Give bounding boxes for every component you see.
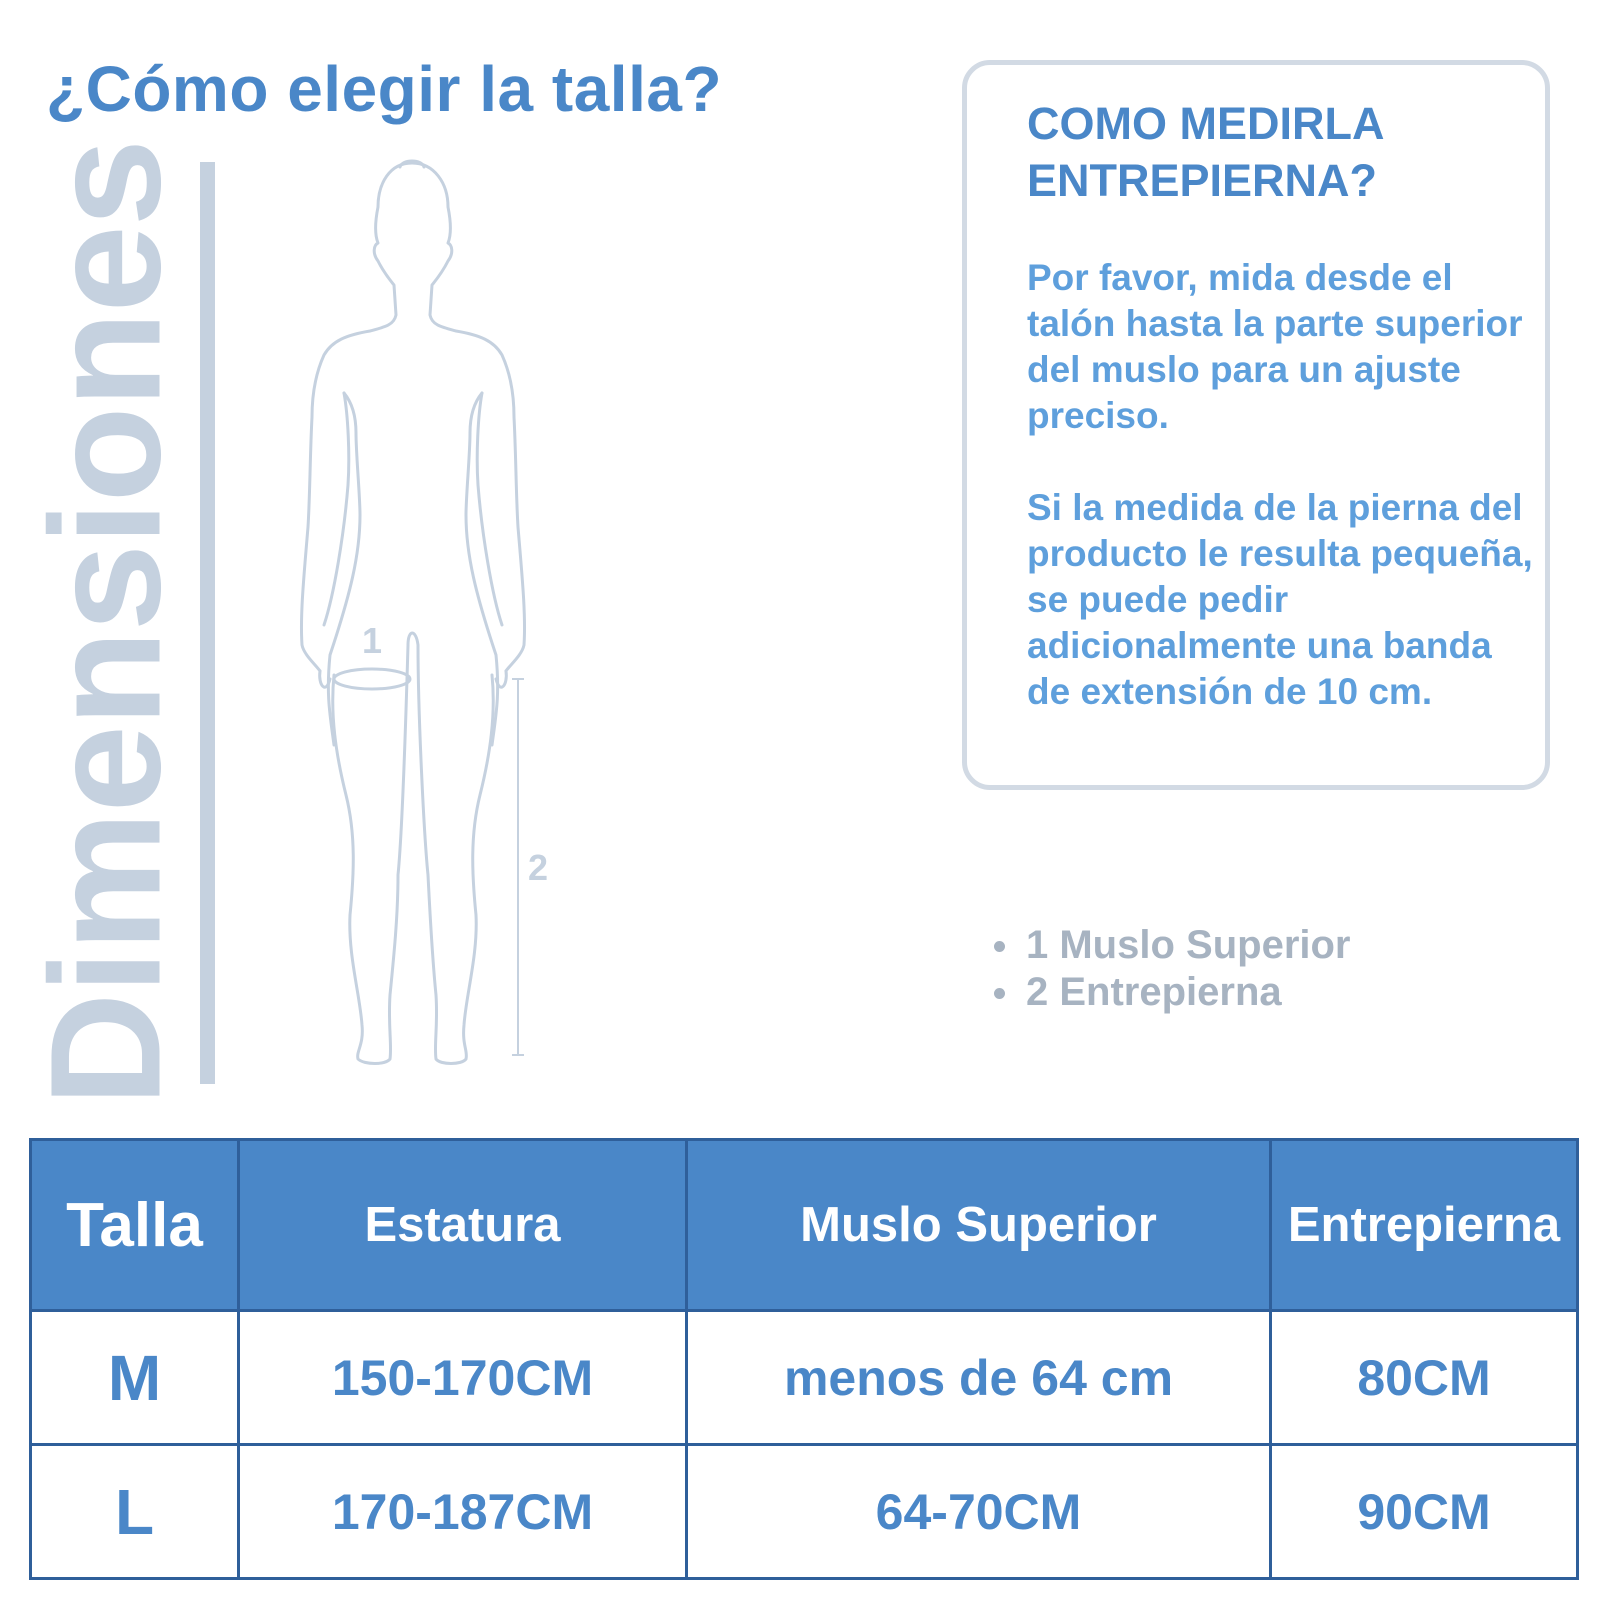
marker-2-label: 2	[528, 847, 549, 888]
page-title: ¿Cómo elegir la talla?	[46, 53, 723, 125]
cell-muslo-superior: menos de 64 cm	[687, 1311, 1271, 1445]
bullet-icon	[994, 988, 1005, 999]
header-talla: Talla	[31, 1140, 239, 1311]
vertical-divider-bar	[200, 162, 215, 1084]
info-paragraph-1: Por favor, mida desde el talón hasta la parte superior del muslo para un ajuste preciso.	[1027, 257, 1523, 436]
head-outline	[301, 163, 412, 671]
table-header-row	[31, 1140, 1578, 1311]
cell-size: L	[31, 1445, 239, 1579]
info-heading: COMO MEDIRLA ENTREPIERNA?	[1027, 98, 1383, 206]
cell-size: M	[31, 1311, 239, 1445]
legend-item-label: 1 Muslo Superior	[1026, 923, 1351, 967]
header-muslo-superior: Muslo Superior	[687, 1140, 1271, 1311]
table-row	[31, 1445, 1578, 1579]
table-row	[31, 1311, 1578, 1445]
size-chart-table	[29, 1138, 1579, 1580]
left-leg-outline	[333, 633, 494, 1064]
marker-1-label: 1	[362, 620, 383, 661]
bullet-icon	[994, 941, 1005, 952]
inseam-measure-line	[512, 679, 524, 1055]
header-estatura: Estatura	[239, 1140, 687, 1311]
cell-entrepierna: 80CM	[1271, 1311, 1578, 1445]
legend-item	[990, 922, 1351, 969]
info-paragraph-2: Si la medida de la pierna del producto le resulta pequeña, se puede pedir adicionalmente una banda de extensión de 10 cm.	[1027, 487, 1533, 712]
cell-estatura: 170-187CM	[239, 1445, 687, 1579]
dimensions-label-container	[18, 139, 194, 1107]
header-entrepierna: Entrepierna	[1271, 1140, 1578, 1311]
measurement-legend	[990, 922, 1351, 1016]
head-outline-right	[412, 163, 525, 671]
body-silhouette-icon	[290, 155, 580, 1095]
cell-estatura: 150-170CM	[239, 1311, 687, 1445]
measurement-info-box	[962, 60, 1550, 790]
legend-item	[990, 969, 1351, 1016]
cell-muslo-superior: 64-70CM	[687, 1445, 1271, 1579]
cell-entrepierna: 90CM	[1271, 1445, 1578, 1579]
legend-item-label: 2 Entrepierna	[1026, 970, 1282, 1014]
dimensions-vertical-label: Dimensiones	[18, 139, 194, 1107]
body-figure	[290, 155, 580, 1095]
thigh-measure-ring	[334, 669, 410, 689]
